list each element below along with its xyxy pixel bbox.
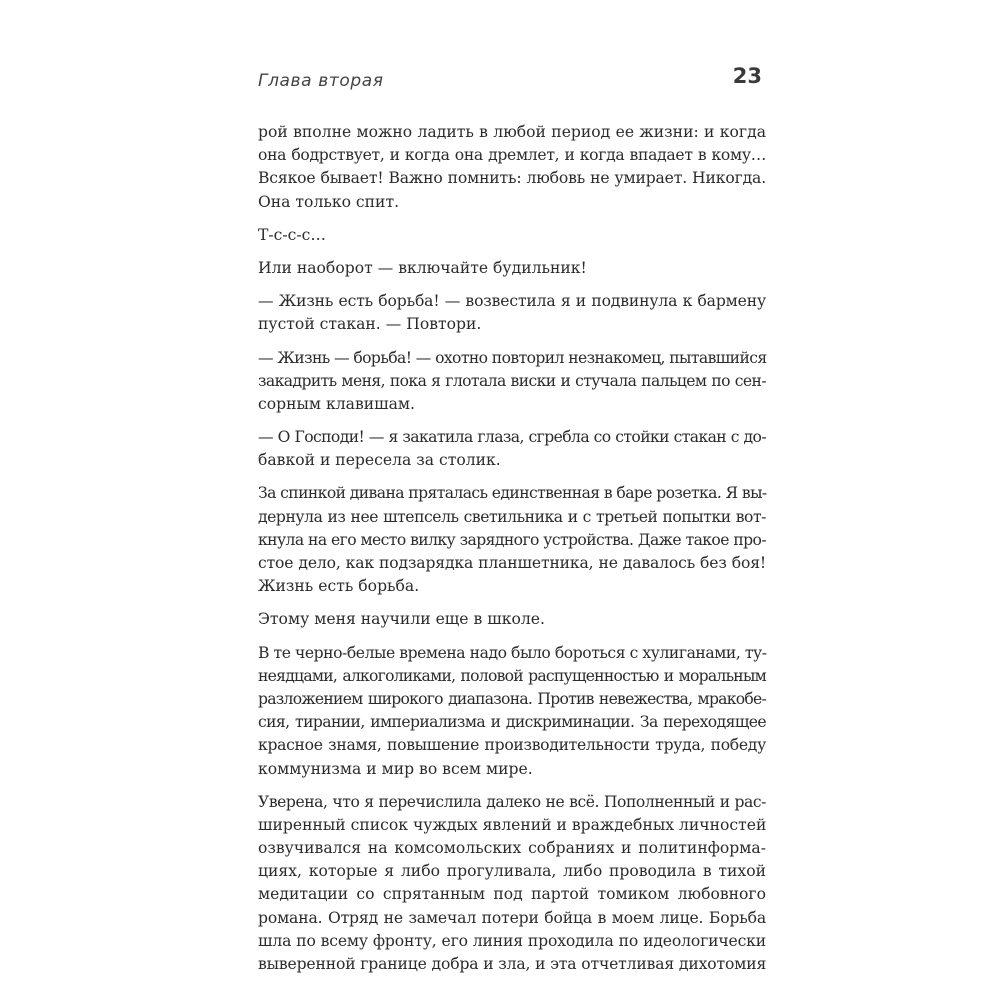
paragraph (258, 257, 766, 280)
text-line: Она только спит. (258, 192, 400, 211)
paragraph (258, 224, 766, 247)
text-line: кнула на его место вилку зарядного устройства. Даже такое про- (258, 530, 766, 549)
text-line: — Жизнь есть борьба! — возвестила я и подвинула к бармену (258, 292, 766, 311)
paragraph (258, 482, 766, 598)
text-line: красное знамя, повышение производительности труда, победу (258, 736, 766, 755)
text-line: стое дело, как подзарядка планшетника, не давалось без боя! (258, 554, 766, 572)
text-line: романа. Отряд не замечал потери бойца в моем лице. Борьба (258, 908, 766, 927)
text-line: Или наоборот — включайте будильник! (258, 258, 587, 277)
text-line: сорным клавишам. (258, 394, 415, 413)
text-line: Этому меня научили еще в школе. (258, 610, 545, 629)
text-line: бавкой и пересела за столик. (258, 451, 501, 470)
text-line: Всякое бывает! Важно помнить: любовь не умирает. Никогда. (258, 169, 766, 188)
text-line: она бодрствует, и когда она дремлет, и когда впадает в кому… (258, 146, 766, 165)
text-line: В те черно-белые времена надо было бороться с хулиганами, ту- (258, 643, 767, 662)
text-line: разложением широкого диапазона. Против невежества, мракобе- (258, 689, 766, 708)
text-line: — О Господи! — я закатила глаза, сгребла со стойки стакан с до- (258, 428, 766, 447)
text-line: неядцами, алкоголиками, половой распущенностью и моральным (258, 666, 766, 685)
text-line: ширенный список чуждых явлений и враждебных личностей (258, 815, 767, 834)
paragraph (258, 121, 766, 214)
text-line: шла по всему фронту, его линия проходила по идеологически (258, 931, 766, 950)
text-line: дернула из нее штепсель светильника и с третьей попытки вот- (258, 507, 766, 526)
text-line: выверенной границе добра и зла, и эта отчетливая дихотомия (258, 955, 767, 973)
text-line: Жизнь есть борьба. (258, 577, 420, 596)
page-number: 23 (732, 64, 762, 88)
paragraph (258, 791, 766, 977)
text-line: — Жизнь — борьба! — охотно повторил незнакомец, пытавшийся (258, 348, 767, 367)
paragraph (258, 608, 766, 631)
text-line: коммунизма и мир во всем мире. (258, 759, 533, 778)
text-line: За спинкой дивана пряталась единственная в баре розетка. Я вы- (258, 484, 767, 503)
paragraph (258, 642, 766, 781)
paragraph (258, 426, 766, 472)
text-line: Уверена, что я перечислила далеко не всё. Пополненный и рас- (258, 792, 766, 811)
text-line: закадрить меня, пока я глотала виски и стучала пальцем по сен- (258, 371, 766, 390)
paragraph (258, 290, 766, 336)
text-line: Т-с-с-с… (258, 225, 327, 244)
text-line: сия, тирании, империализма и дискриминации. За переходящее (258, 713, 766, 732)
text-line: пустой стакан. — Повтори. (258, 315, 482, 334)
running-head: Глава вторая (258, 71, 384, 91)
paragraph (258, 347, 766, 417)
text-line: рой вполне можно ладить в любой период ее жизни: и когда (258, 123, 766, 141)
text-line: циях, которые я либо прогуливала, либо проводила в тихой (258, 862, 766, 881)
body-text (258, 121, 766, 986)
text-line: озвучивался на комсомольских собраниях и политинформа- (258, 839, 766, 858)
text-line: медитации со спрятанным под партой томиком любовного (258, 885, 766, 904)
